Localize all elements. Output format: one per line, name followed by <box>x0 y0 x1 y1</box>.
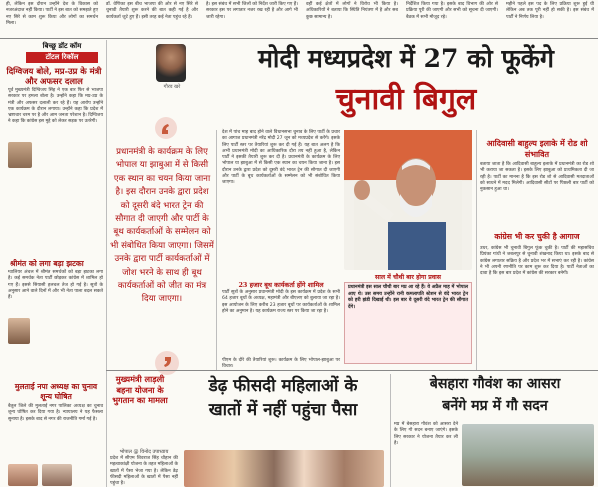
story-body: पूर्व मुख्यमंत्री दिग्विजय सिंह ने एक बार फिर से भाजपा सरकार पर हमला बोला है। उन्होंने कहा कि मप्र-उप्र के मंत्री और अफसर दलाली कर रहे हैं। यह आरोप उन्होंने एक कार्यक्रम के दौरान लगाया। उन्होंने कहा कि प्रदेश में भ्रष्टाचार चरम पर है और आम जनता परेशान है। दिग्विजय ने कहा कि कांग्रेस इस मुद्दे को लेकर सड़क पर उतरेगी। <box>8 88 103 125</box>
strip-column: महीने पहले इस पद के लिए प्रक्रिया शुरू हुई थी लेकिन अब तक पूरी नहीं हो सकी है। इस संबंध में पार्टी ने निर्णय लिया है। <box>506 2 594 20</box>
strip-column: ही, लेकिन इस दौरान उन्होंने देश के विकास को नजरअंदाज नहीं किया। पार्टी ने इस बात को समझते हुए नए सिरे से काम शुरू किया और लोगों का समर्थन मिला। <box>6 2 98 26</box>
bottom-headline-line2: खातों में नहीं पहुंचा पैसा <box>208 400 358 420</box>
strip-column: डॉ. वेणिका इस बीच भाजपा की ओर से नए सिरे से चुनावी तैयारी शुरू करने की बात कही गई है और कार्यकर्ता जुटे हुए हैं। इसी तरह कई नेता पहुंच रहे हैं। <box>106 2 198 20</box>
main-headline-line2: चुनावी बिगुल <box>335 82 477 117</box>
caption-box <box>344 282 472 364</box>
side-body: उधर, कांग्रेस भी चुनावी बिगुल फूंक चुकी है। पार्टी की महासचिव प्रियंका गांधी ने जबलपुर से चुनावी शंखनाद किया था। इसके बाद से कांग्रेस लगातार सक्रिय है और प्रदेश भर में सभाएं कर रही है। कांग्रेस ने भी अपनी रणनीति पर काम शुरू कर दिया है। पार्टी नेताओं का दावा है कि इस बार प्रदेश में कांग्रेस की सरकार बनेगी। <box>480 246 594 277</box>
strip-column: है। इस संबंध में सभी जिलों को निर्देश जारी किए गए हैं। सरकार इस पर लगातार नजर रख रही है और आगे भी जारी रहेगा। <box>206 2 298 20</box>
event-photo <box>184 450 384 487</box>
politician-photo <box>42 464 72 486</box>
strip-column: निर्देशित किया गया है। इसके बाद विभाग की ओर से प्रक्रिया पूरी की जाएगी और सभी को सूचना दी जाएगी। बैठक में सभी मौजूद रहे। <box>406 2 498 20</box>
bottom-side-headline: मुख्यमंत्री लाड़ली बहना योजना के भुगतान का मामला <box>112 374 168 406</box>
story-body: ग्वालियर अंचल में श्रीमंत समर्थकों को बड़ा झटका लगा है। कई समर्थक नेता पार्टी छोड़कर कांग्रेस में शामिल हो गए हैं। इससे सियासी हलचल तेज हो गई है। सूत्रों के अनुसार आने वाले दिनों में और भी नेता पाला बदल सकते हैं। <box>8 270 103 301</box>
side-headline: आदिवासी बाहुल्य इलाके में रोड शो संभावित <box>486 138 588 159</box>
main-story-body: देश में पांच माह बाद होने वाले विधानसभा चुनाव के लिए पार्टी के प्रचार का आगाज प्रधानमंत्री नरेंद्र मोदी 27 जून को मध्यप्रदेश से करेंगे। इसके लिए पार्टी स्तर पर तैयारियां शुरू कर दी गई हैं। यह बात अलग है कि अभी प्रधानमंत्री मोदी का आधिकारिक दौरा तय नहीं हुआ है, लेकिन पार्टी ने इसकी तैयारी शुरू कर दी है। प्रधानमंत्री के कार्यक्रम के लिए भोपाल या झाबुआ में से किसी एक स्थान का चयन किया जाना है। इस दौरान उनके द्वारा प्रदेश को दूसरी वंदे भारत ट्रेन की सौगात दी जाएगी और पार्टी के बूथ कार्यकर्ताओं के सम्मेलन को भी संबोधित किया जाएगा। <box>222 130 340 186</box>
quote-end-icon <box>154 350 180 376</box>
right-bottom-headline-line2: बनेंगे मप्र में गौ सदन <box>442 398 548 414</box>
main-story-body: पार्टी सूत्रों के अनुसार प्रधानमंत्री मोदी के इस कार्यक्रम में प्रदेश के सभी 64 हजार बूथों के अध्यक्ष, महामंत्री और बीएलए को बुलाया जा रहा है। इस आयोजन के लिए करीब 23 हजार बूथों पर कार्यकर्ताओं के शामिल होने का अनुमान है। यह कार्यक्रम राज्य स्तर पर किया जा रहा है। <box>222 290 340 314</box>
byline: भोपाल @ विनोद उपाध्याय <box>119 449 169 455</box>
main-headline-line1: मोदी मध्यप्रदेश में 27 को फूकेंगे <box>257 44 554 73</box>
politician-photo <box>8 318 30 344</box>
person-name: गौरव खरे <box>163 84 181 90</box>
bottom-headline-line1: डेढ़ फीसदी महिलाओं के <box>208 376 358 396</box>
side-body: बताया जाता है कि आदिवासी बाहुल्य इलाके में प्रधानमंत्री का रोड शो भी कराया जा सकता है। इसके लिए झाबुआ को प्राथमिकता दी जा रही है। पार्टी का मानना है कि इस रोड शो से आदिवासी मतदाताओं को साधने में मदद मिलेगी। आदिवासी सीटों पर पिछली बार पार्टी को नुकसान हुआ था। <box>480 162 594 193</box>
strip-column: वहीं कई क्षेत्रों में लोगों ने विरोध भी किया है। अधिकारियों ने बताया कि स्थिति नियंत्रण में है और सब कुछ सामान्य है। <box>306 2 398 20</box>
right-bottom-headline-line1: बेसहारा गौवंश का आसरा <box>429 376 561 392</box>
side-headline: कांग्रेस भी कर चुकी है आगाज <box>494 232 580 241</box>
pull-quote: प्रधानमंत्री के कार्यक्रम के लिए भोपाल या झाबुआ में से किसी एक स्थान का चयन किया जाना है। इस दौरान उनके द्वारा प्रदेश को दूसरी बंदे भारत ट्रेन की सौगात दी जाएगी और पार्टी के बूथ कार्यकर्ताओं के सम्मेलन को भी संबोधित किया जाएगा। जिसमें उनके द्वारा पार्टी कार्यकर्ताओं में जोश भरने के साथ ही बूथ कार्यकर्ताओं को जीत का मंत्र दिया जाएगा। <box>110 147 214 305</box>
main-story-footnote: पीएम के दौरे की तैयारियां शुरू। कार्यक्रम के लिए भोपाल-झाबुआ पर विचार। <box>222 358 340 370</box>
quote-mark-icon <box>154 116 178 140</box>
right-bottom-body: मप्र में बेसहारा गौवंश को आसरा देने के लिए गौ सदन बनाए जाएंगे। इसके लिए सरकार ने योजना तैयार कर ली है। <box>394 422 458 446</box>
pm-photo <box>344 130 472 270</box>
section-tag <box>26 42 98 63</box>
bottom-body: प्रदेश में सीएम शिवराज सिंह चौहान की महत्वाकांक्षी योजना के तहत महिलाओं के खातों में पैसा भेजा गया है। लेकिन डेढ़ फीसदी महिलाओं के खातों में पैसा नहीं पहुंचा है। <box>110 456 178 487</box>
photo-caption: साल में चौथी बार होगा प्रवास <box>375 274 441 281</box>
story-headline: दिग्विजय बोले, मप्र-उप्र के मंत्री और अफसर दलाल <box>6 66 102 86</box>
story-body: बैतूल जिले की मुलताई नगर पालिका अध्यक्ष का चुनाव शून्य घोषित कर दिया गया है। न्यायालय ने यह फैसला सुनाया है। इसके बाद से नगर की राजनीति गर्मा गई है। <box>8 404 103 422</box>
top-text-strip <box>0 0 598 37</box>
cattle-photo <box>462 424 594 486</box>
story-headline: श्रीमंत को लगा बड़ा झटका <box>10 259 84 268</box>
section-tag-line2: टॉटल रिकॉल <box>26 52 98 63</box>
caption-body: प्रधानमंत्री इस साल चौथी बार मप्र आ रहे हैं। वे अप्रैल माह में भोपाल आए थे। उस समय उन्होंने रानी कमलापति स्टेशन से वंदे भारत ट्रेन को हरी झंडी दिखाई थी। इस बार वे दूसरी वंदे भारत ट्रेन की सौगात देंगे। <box>348 285 468 311</box>
person-photo <box>156 44 186 82</box>
section-tag-line1: बिच्छू डॉट कॉम <box>42 42 82 50</box>
politician-photo <box>8 464 38 486</box>
main-subhead: 23 हजार बूथ कार्यकर्ता होंगे शामिल <box>238 281 324 289</box>
story-headline: मुलताई नपा अध्यक्ष का चुनाव शून्य घोषित <box>14 382 98 401</box>
